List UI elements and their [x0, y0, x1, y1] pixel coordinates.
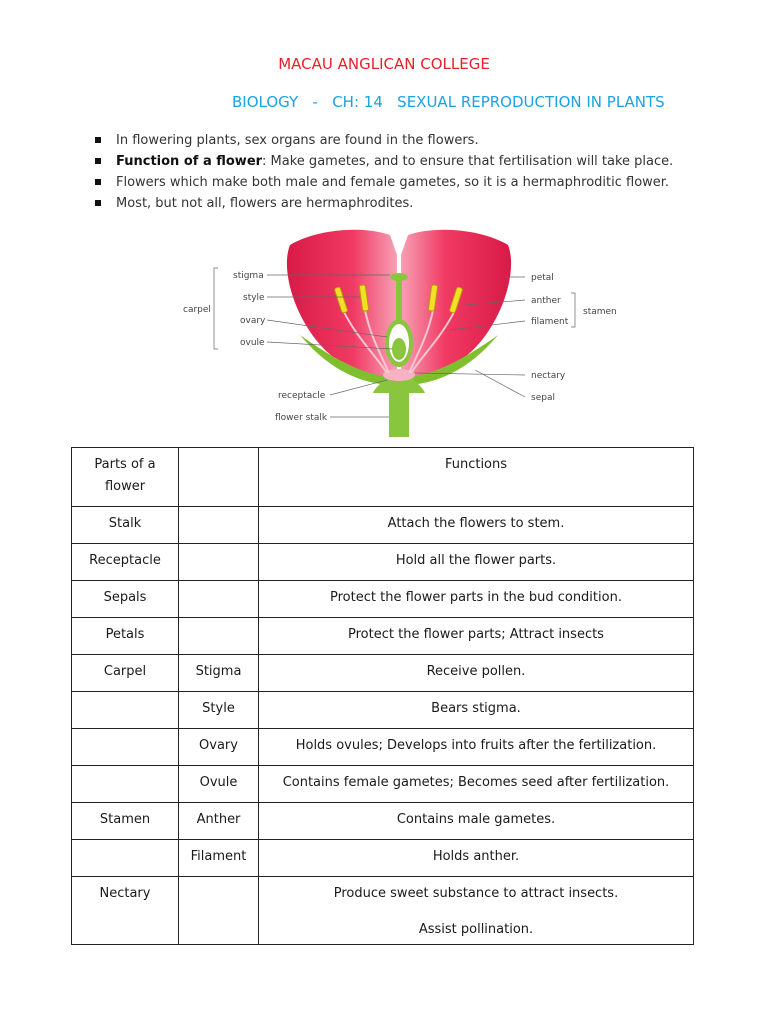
cell-sub: Ovule: [179, 766, 259, 803]
cell-sub: Style: [179, 692, 259, 729]
table-row: [72, 581, 694, 618]
cell-part: [72, 729, 179, 766]
cell-sub: [179, 507, 259, 544]
bullet-item: [95, 194, 673, 215]
header-function: Functions: [259, 448, 694, 507]
label-petal: petal: [531, 273, 554, 283]
label-anther: anther: [531, 296, 561, 306]
chapter-subtitle: BIOLOGY - CH: 14 SEXUAL REPRODUCTION IN PLANTS: [232, 93, 665, 111]
label-ovary: ovary: [240, 316, 266, 326]
stigma-shape: [390, 273, 408, 281]
flower-diagram: [175, 225, 625, 440]
cell-function: Receive pollen.: [259, 655, 694, 692]
cell-function: Hold all the flower parts.: [259, 544, 694, 581]
cell-part: Nectary: [72, 877, 179, 945]
table-row: [72, 655, 694, 692]
cell-function-line: Assist pollination.: [418, 922, 534, 937]
cell-function: Holds ovules; Develops into fruits after the fertilization.: [259, 729, 694, 766]
bullet-item: [95, 173, 673, 194]
table-row: [72, 840, 694, 877]
table-row: [72, 618, 694, 655]
bullet-text: Most, but not all, flowers are hermaphrodites.: [116, 196, 414, 211]
cell-function: Bears stigma.: [259, 692, 694, 729]
cell-sub: Filament: [179, 840, 259, 877]
cell-function: Contains male gametes.: [259, 803, 694, 840]
style-shape: [396, 277, 402, 323]
cell-function: [259, 877, 694, 945]
cell-sub: [179, 618, 259, 655]
cell-sub: [179, 544, 259, 581]
table-row: [72, 803, 694, 840]
label-sepal: sepal: [531, 393, 555, 403]
intro-bullet-list: [95, 131, 673, 215]
label-nectary: nectary: [531, 371, 566, 381]
cell-sub: [179, 877, 259, 945]
cell-function: Protect the flower parts in the bud condition.: [259, 581, 694, 618]
header-sub: [179, 448, 259, 507]
cell-function: Attach the flowers to stem.: [259, 507, 694, 544]
cell-function: Holds anther.: [259, 840, 694, 877]
bullet-item: [95, 131, 673, 152]
cell-part: Stamen: [72, 803, 179, 840]
table-row: [72, 729, 694, 766]
bullet-item: [95, 152, 673, 173]
cell-part: Receptacle: [72, 544, 179, 581]
table-row: [72, 766, 694, 803]
table-row: [72, 544, 694, 581]
label-stamen: stamen: [583, 307, 617, 317]
label-style: style: [243, 293, 265, 303]
flower-diagram-svg: [175, 225, 625, 440]
cell-function: Contains female gametes; Becomes seed after fertilization.: [259, 766, 694, 803]
flower-parts-table: [71, 447, 694, 945]
cell-sub: Anther: [179, 803, 259, 840]
cell-part: [72, 766, 179, 803]
header-part: Parts of a flower: [72, 448, 179, 507]
cell-sub: [179, 581, 259, 618]
cell-part: [72, 692, 179, 729]
table-row: [72, 507, 694, 544]
cell-sub: Ovary: [179, 729, 259, 766]
cell-function-line: Produce sweet substance to attract insects.: [333, 886, 619, 901]
cell-function: Protect the flower parts; Attract insects: [259, 618, 694, 655]
table-row: [72, 692, 694, 729]
label-filament: filament: [531, 317, 569, 327]
table-header-row: [72, 448, 694, 507]
label-receptacle: receptacle: [278, 391, 326, 401]
label-carpel: carpel: [183, 305, 211, 315]
bullet-text: In flowering plants, sex organs are found in the flowers.: [116, 133, 479, 148]
label-ovule: ovule: [240, 338, 265, 348]
label-flower-stalk: flower stalk: [275, 413, 328, 423]
cell-part: Petals: [72, 618, 179, 655]
bullet-strong-text: Function of a flower: [116, 154, 263, 169]
cell-part: Carpel: [72, 655, 179, 692]
table-row: [72, 877, 694, 945]
bullet-text: Flowers which make both male and female gametes, so it is a hermaphroditic flower.: [116, 175, 670, 190]
cell-part: Sepals: [72, 581, 179, 618]
cell-part: Stalk: [72, 507, 179, 544]
bullet-text: : Make gametes, and to ensure that fertilisation will take place.: [262, 154, 674, 169]
flower-stalk-shape: [373, 375, 425, 437]
cell-sub: Stigma: [179, 655, 259, 692]
cell-part: [72, 840, 179, 877]
label-stigma: stigma: [233, 271, 264, 281]
school-title: MACAU ANGLICAN COLLEGE: [278, 55, 490, 73]
ovule-shape: [392, 338, 406, 360]
